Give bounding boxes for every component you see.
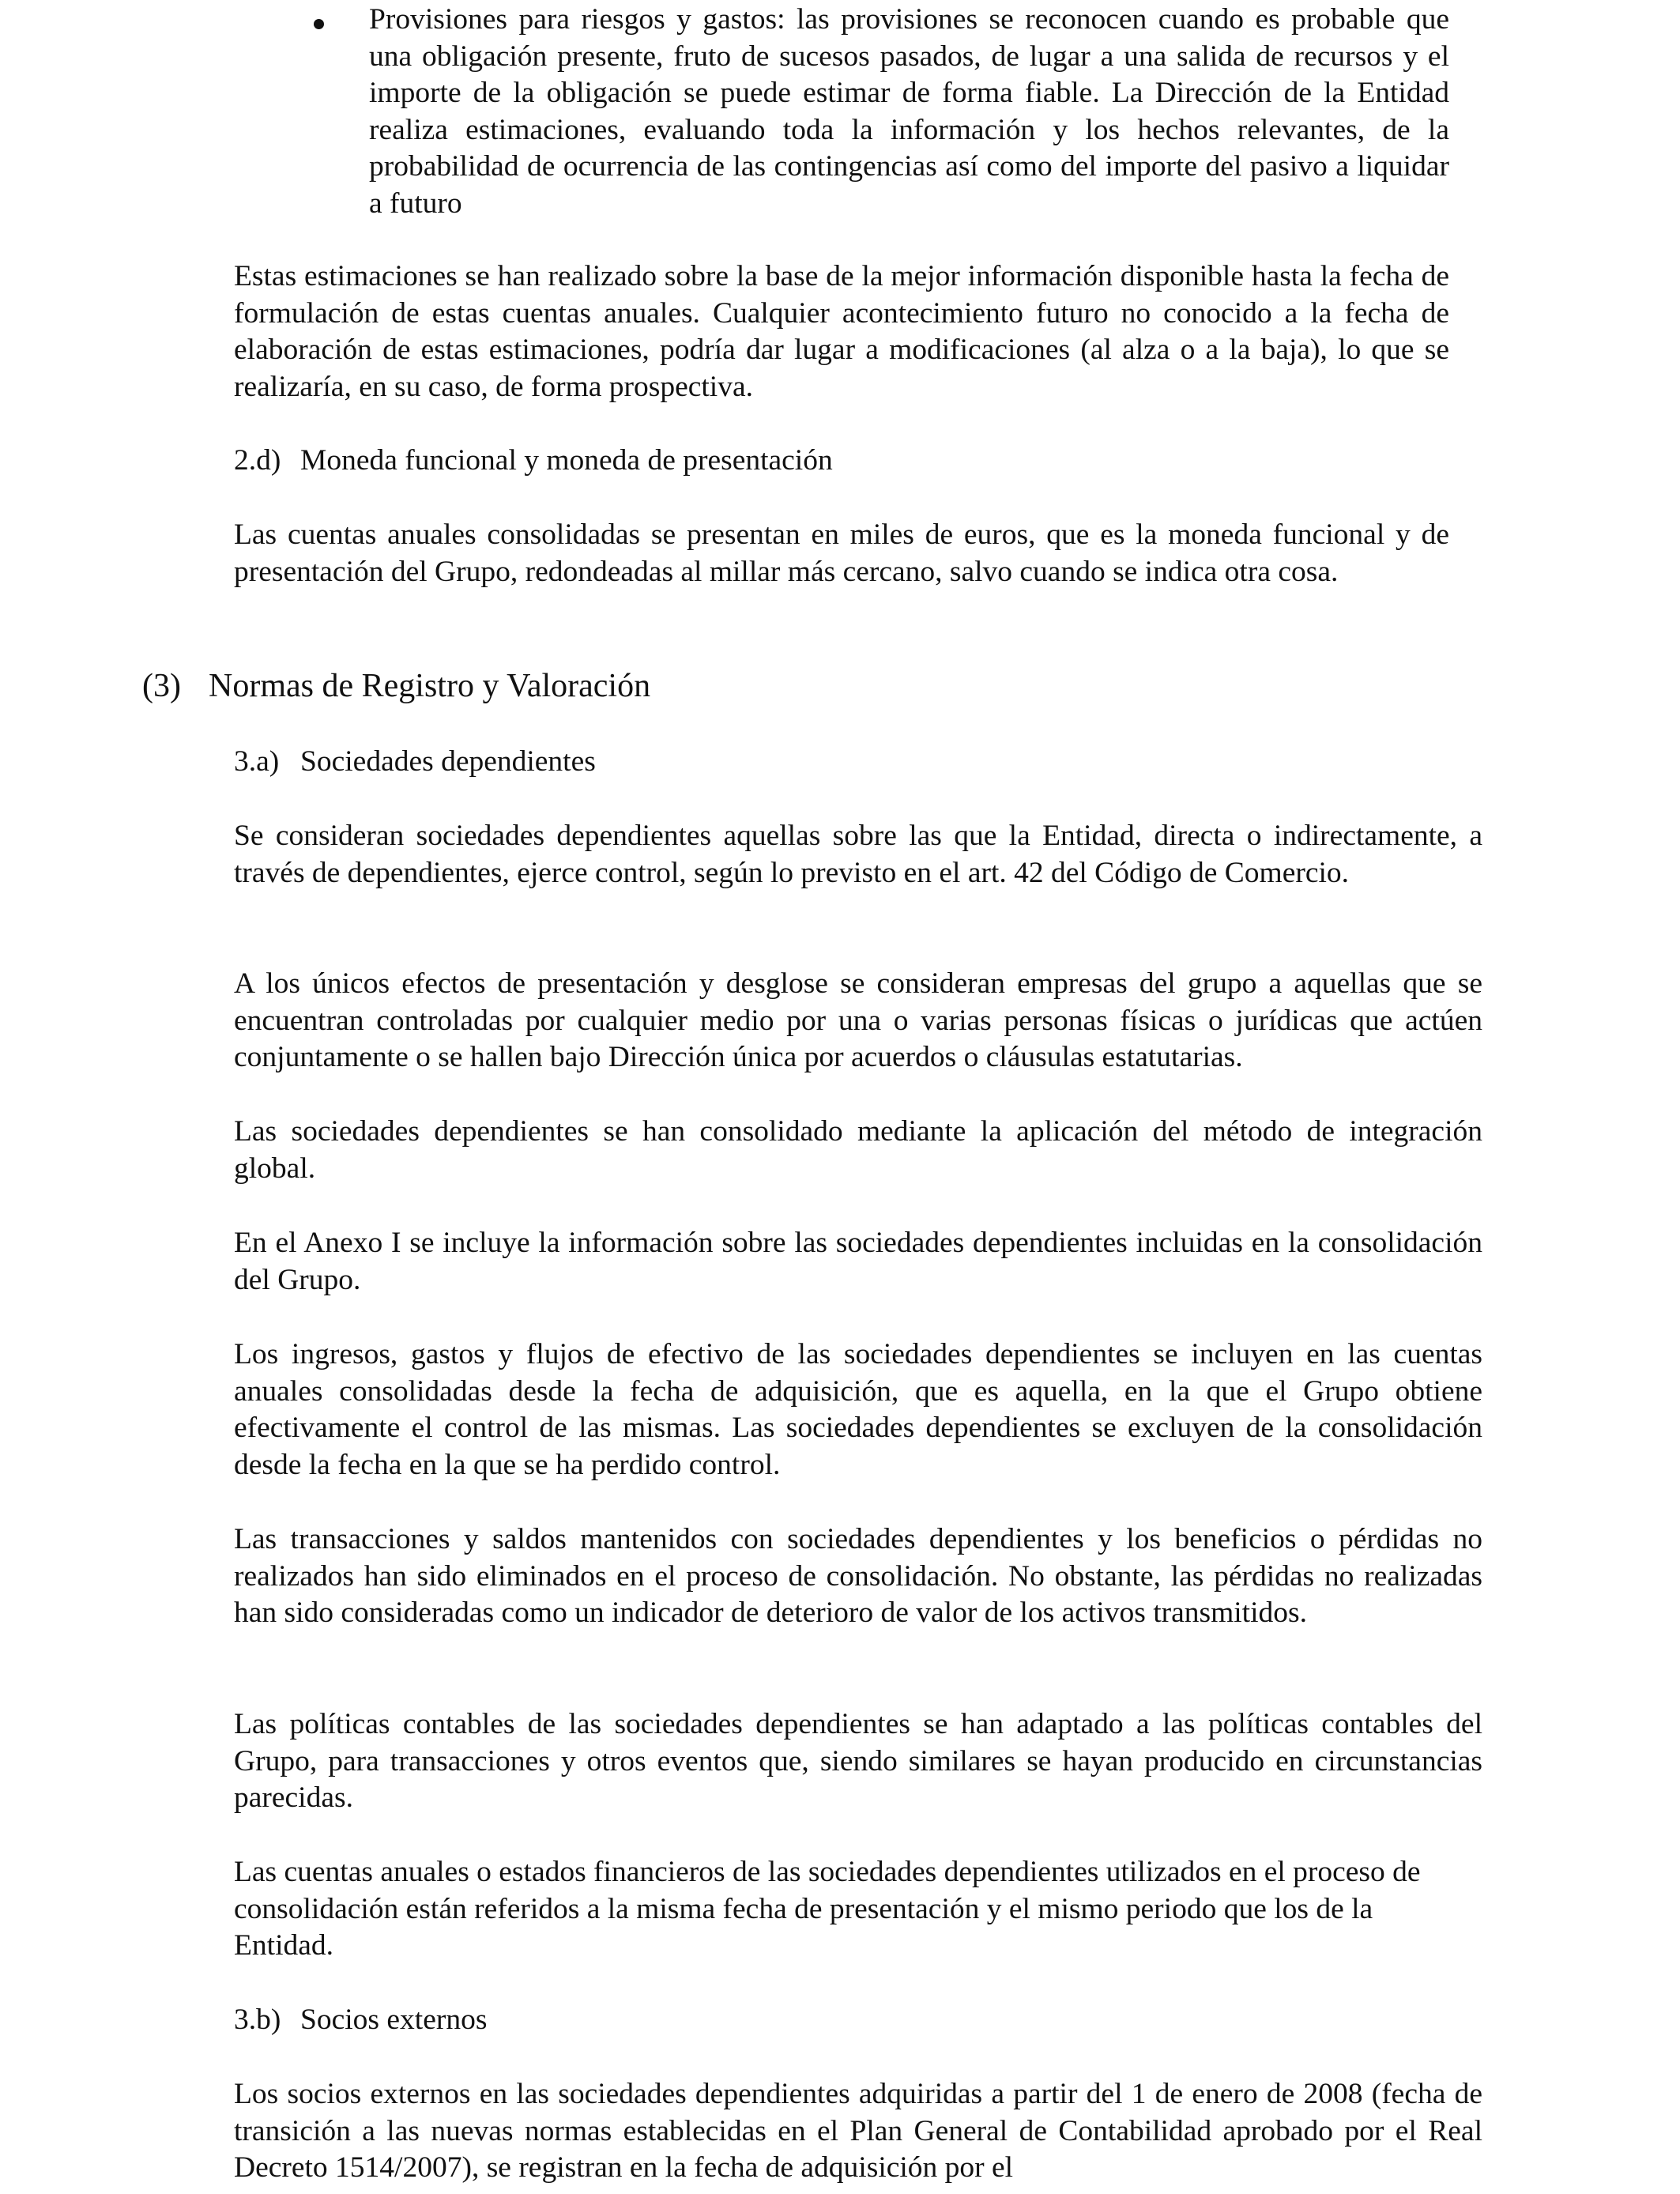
subsection-3a-title: Sociedades dependientes bbox=[300, 745, 596, 778]
subsection-3b-heading bbox=[234, 2002, 487, 2039]
paragraph-3a-8: Las cuentas anuales o estados financieros de las sociedades dependientes utilizados en el proceso de consolidación están referidos a la misma fecha de presentación y el mismo periodo que los de la Entidad. bbox=[234, 1856, 1421, 1962]
subsection-3a-heading bbox=[234, 744, 596, 781]
bullet-icon bbox=[314, 19, 324, 29]
paragraph-3a-4: En el Anexo I se incluye la información sobre las sociedades dependientes incluidas en la consolidación del Grupo. bbox=[234, 1227, 1482, 1296]
subsection-3a-number: 3.a) bbox=[234, 745, 280, 778]
moneda-paragraph: Las cuentas anuales consolidadas se presentan en miles de euros, que es la moneda funcional y de presentación del Grupo, redondeadas al millar más cercano, salvo cuando se indica otra cosa. bbox=[234, 518, 1449, 588]
socios-paragraph: Los socios externos en las sociedades dependientes adquiridas a partir del 1 de enero de 2008 (fecha de transición a las nuevas normas establecidas en el Plan General de Contabilidad aprobado por el Real Decreto 1514/2007), se registran en la fecha de adquisición por el bbox=[234, 2078, 1482, 2184]
subsection-2d-title: Moneda funcional y moneda de presentación bbox=[300, 444, 833, 477]
section-3-title: Normas de Registro y Valoración bbox=[209, 668, 651, 704]
paragraph-3a-1: Se consideran sociedades dependientes aquellas sobre las que la Entidad, directa o indirectamente, a través de dependientes, ejerce control, según lo previsto en el art. 42 del Código de Comercio. bbox=[234, 820, 1482, 889]
paragraph-3a-2: A los únicos efectos de presentación y desglose se consideran empresas del grupo a aquellas que se encuentran controladas por cualquier medio por una o varias personas físicas o jurídicas que actúen conjuntamente o se hallen bajo Dirección única por acuerdos o cláusulas estatutarias. bbox=[234, 967, 1482, 1073]
section-3-heading bbox=[142, 665, 650, 707]
paragraph-3a-7: Las políticas contables de las sociedades dependientes se han adaptado a las políticas contables del Grupo, para transacciones y otros eventos que, siendo similares se hayan producido en circunstancias parecidas. bbox=[234, 1708, 1482, 1814]
paragraph-3a-3: Las sociedades dependientes se han consolidado mediante la aplicación del método de integración global. bbox=[234, 1115, 1482, 1185]
paragraph-3a-5: Los ingresos, gastos y flujos de efectivo de las sociedades dependientes se incluyen en las cuentas anuales consolidadas desde la fecha de adquisición, que es aquella, en la que el Grupo obtiene efectivamente el control de las mismas. Las sociedades dependientes se excluyen de la consolidación desde la fecha en la que se ha perdido control. bbox=[234, 1338, 1482, 1481]
estimaciones-paragraph: Estas estimaciones se han realizado sobre la base de la mejor información disponible hasta la fecha de formulación de estas cuentas anuales. Cualquier acontecimiento futuro no conocido a la fecha de elaboración de estas estimaciones, podría dar lugar a modificaciones (al alza o a la baja), lo que se realizaría, en su caso, de forma prospectiva. bbox=[234, 260, 1449, 403]
paragraph-3a-6: Las transacciones y saldos mantenidos con sociedades dependientes y los beneficios o pérdidas no realizados han sido eliminados en el proceso de consolidación. No obstante, las pérdidas no realizadas han sido consideradas como un indicador de deterioro de valor de los activos transmitidos. bbox=[234, 1523, 1482, 1629]
bullet-paragraph: Provisiones para riesgos y gastos: las provisiones se reconocen cuando es probable que una obligación presente, fruto de sucesos pasados, de lugar a una salida de recursos y el importe de la obligación se puede estimar de forma fiable. La Dirección de la Entidad realiza estimaciones, evaluando toda la información y los hechos relevantes, de la probabilidad de ocurrencia de las contingencias así como del importe del pasivo a liquidar a futuro bbox=[369, 3, 1449, 220]
subsection-2d-heading bbox=[234, 443, 833, 480]
subsection-3b-number: 3.b) bbox=[234, 2004, 281, 2036]
section-3-number: (3) bbox=[142, 668, 181, 704]
subsection-2d-number: 2.d) bbox=[234, 444, 281, 477]
subsection-3b-title: Socios externos bbox=[300, 2004, 488, 2036]
